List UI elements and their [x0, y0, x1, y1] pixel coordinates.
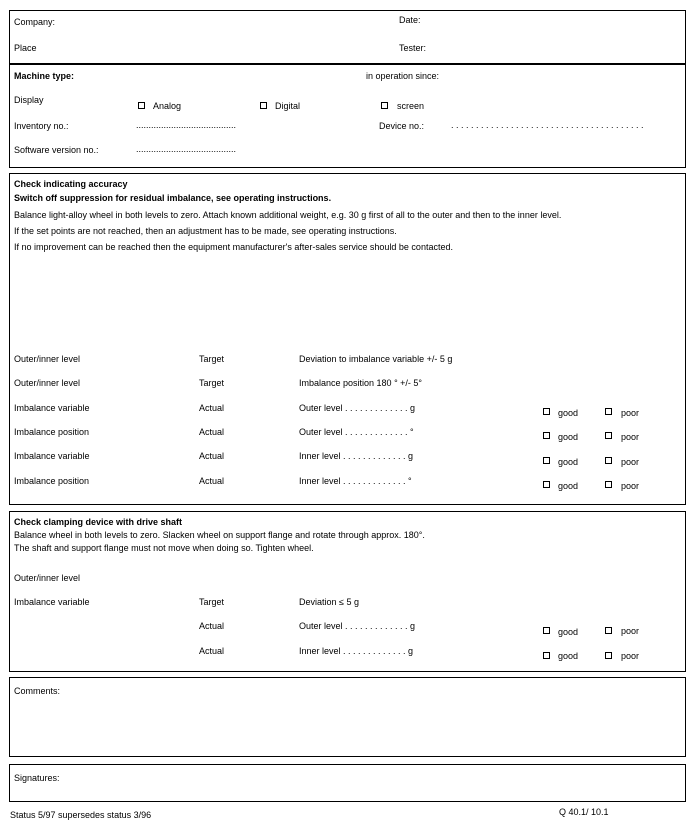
comments-label: Comments: — [14, 686, 61, 696]
poor-checkbox[interactable] — [605, 481, 612, 488]
clamping-row-kind: Target — [199, 597, 225, 607]
poor-checkbox[interactable] — [605, 457, 612, 464]
poor-checkbox[interactable] — [605, 432, 612, 439]
company-label: Company: — [14, 17, 56, 27]
software-field[interactable]: ........................................ — [136, 144, 237, 154]
clamping-row-measure[interactable]: Inner level . . . . . . . . . . . . . g — [299, 646, 414, 656]
accuracy-row-kind: Target — [199, 354, 225, 364]
analog-checkbox[interactable] — [138, 102, 145, 109]
tester-label: Tester: — [399, 43, 427, 53]
clamping-row-kind: Actual — [199, 646, 225, 656]
clamping-row-spec: Deviation ≤ 5 g — [299, 597, 359, 607]
good-label: good — [558, 432, 579, 442]
good-label: good — [558, 481, 579, 491]
place-label: Place — [14, 43, 37, 53]
good-checkbox[interactable] — [543, 432, 550, 439]
clamping-section — [9, 511, 686, 672]
accuracy-row-label: Imbalance variable — [14, 451, 90, 461]
good-checkbox[interactable] — [543, 481, 550, 488]
inventory-label: Inventory no.: — [14, 121, 69, 131]
header-section — [9, 10, 686, 64]
accuracy-row-measure[interactable]: Inner level . . . . . . . . . . . . . ° — [299, 476, 412, 486]
clamping-title: Check clamping device with drive shaft — [14, 517, 183, 527]
good-checkbox[interactable] — [543, 457, 550, 464]
good-checkbox[interactable] — [543, 652, 550, 659]
clamping-instruction-1: Balance wheel in both levels to zero. Slacken wheel on support flange and rotate through approx. 180°. — [14, 530, 425, 540]
accuracy-row-measure[interactable]: Outer level . . . . . . . . . . . . . g — [299, 403, 416, 413]
accuracy-instruction-3: If no improvement can be reached then the equipment manufacturer's after-sales service should be contacted. — [14, 242, 453, 252]
accuracy-row-kind: Target — [199, 378, 225, 388]
accuracy-title: Check indicating accuracy — [14, 179, 128, 189]
poor-label: poor — [621, 626, 640, 636]
accuracy-row-spec: Deviation to imbalance variable +/- 5 g — [299, 354, 453, 364]
accuracy-subtitle: Switch off suppression for residual imbalance, see operating instructions. — [14, 193, 332, 203]
good-label: good — [558, 651, 579, 661]
digital-label: Digital — [275, 101, 301, 111]
machine-type-label: Machine type: — [14, 71, 75, 81]
machine-section — [9, 64, 686, 168]
accuracy-row-label: Imbalance position — [14, 476, 90, 486]
software-label: Software version no.: — [14, 145, 99, 155]
clamping-row-measure[interactable]: Outer level . . . . . . . . . . . . . g — [299, 621, 416, 631]
accuracy-row-measure[interactable]: Inner level . . . . . . . . . . . . . g — [299, 451, 414, 461]
device-label: Device no.: — [379, 121, 425, 131]
date-label: Date: — [399, 15, 421, 25]
accuracy-instruction-1: Balance light-alloy wheel in both levels to zero. Attach known additional weight, e.g. 30 g first of all to the outer and then to the inner level. — [14, 210, 562, 220]
accuracy-row-label: Outer/inner level — [14, 378, 81, 388]
accuracy-row-kind: Actual — [199, 476, 225, 486]
poor-label: poor — [621, 432, 640, 442]
clamping-level-label: Outer/inner level — [14, 573, 81, 583]
good-label: good — [558, 408, 579, 418]
poor-checkbox[interactable] — [605, 652, 612, 659]
screen-label: screen — [397, 101, 425, 111]
status-note: Status 5/97 supersedes status 3/96 — [10, 810, 152, 820]
document-code: Q 40.1/ 10.1 — [559, 807, 609, 817]
accuracy-section — [9, 173, 686, 505]
clamping-row-label: Imbalance variable — [14, 597, 90, 607]
accuracy-row-spec: Imbalance position 180 ° +/- 5° — [299, 378, 423, 388]
accuracy-row-kind: Actual — [199, 451, 225, 461]
signatures-section[interactable] — [9, 764, 686, 802]
device-field[interactable]: . . . . . . . . . . . . . . . . . . . . . . . . . . . . . . . . . . . . . . . — [451, 120, 644, 130]
accuracy-row-label: Imbalance variable — [14, 403, 90, 413]
poor-label: poor — [621, 481, 640, 491]
good-label: good — [558, 457, 579, 467]
good-checkbox[interactable] — [543, 408, 550, 415]
poor-checkbox[interactable] — [605, 408, 612, 415]
poor-label: poor — [621, 457, 640, 467]
good-label: good — [558, 627, 579, 637]
clamping-instruction-2: The shaft and support flange must not move when doing so. Tighten wheel. — [14, 543, 314, 553]
accuracy-row-label: Outer/inner level — [14, 354, 81, 364]
signatures-label: Signatures: — [14, 773, 60, 783]
in-operation-label: in operation since: — [366, 71, 440, 81]
good-checkbox[interactable] — [543, 627, 550, 634]
accuracy-row-measure[interactable]: Outer level . . . . . . . . . . . . . ° — [299, 427, 414, 437]
comments-section[interactable] — [9, 677, 686, 757]
accuracy-row-label: Imbalance position — [14, 427, 90, 437]
screen-checkbox[interactable] — [381, 102, 388, 109]
display-label: Display — [14, 95, 44, 105]
poor-checkbox[interactable] — [605, 627, 612, 634]
poor-label: poor — [621, 651, 640, 661]
accuracy-row-kind: Actual — [199, 403, 225, 413]
accuracy-row-kind: Actual — [199, 427, 225, 437]
analog-label: Analog — [153, 101, 182, 111]
inventory-field[interactable]: ........................................ — [136, 120, 237, 130]
accuracy-instruction-2: If the set points are not reached, then an adjustment has to be made, see operating instructions. — [14, 226, 397, 236]
digital-checkbox[interactable] — [260, 102, 267, 109]
clamping-row-kind: Actual — [199, 621, 225, 631]
poor-label: poor — [621, 408, 640, 418]
